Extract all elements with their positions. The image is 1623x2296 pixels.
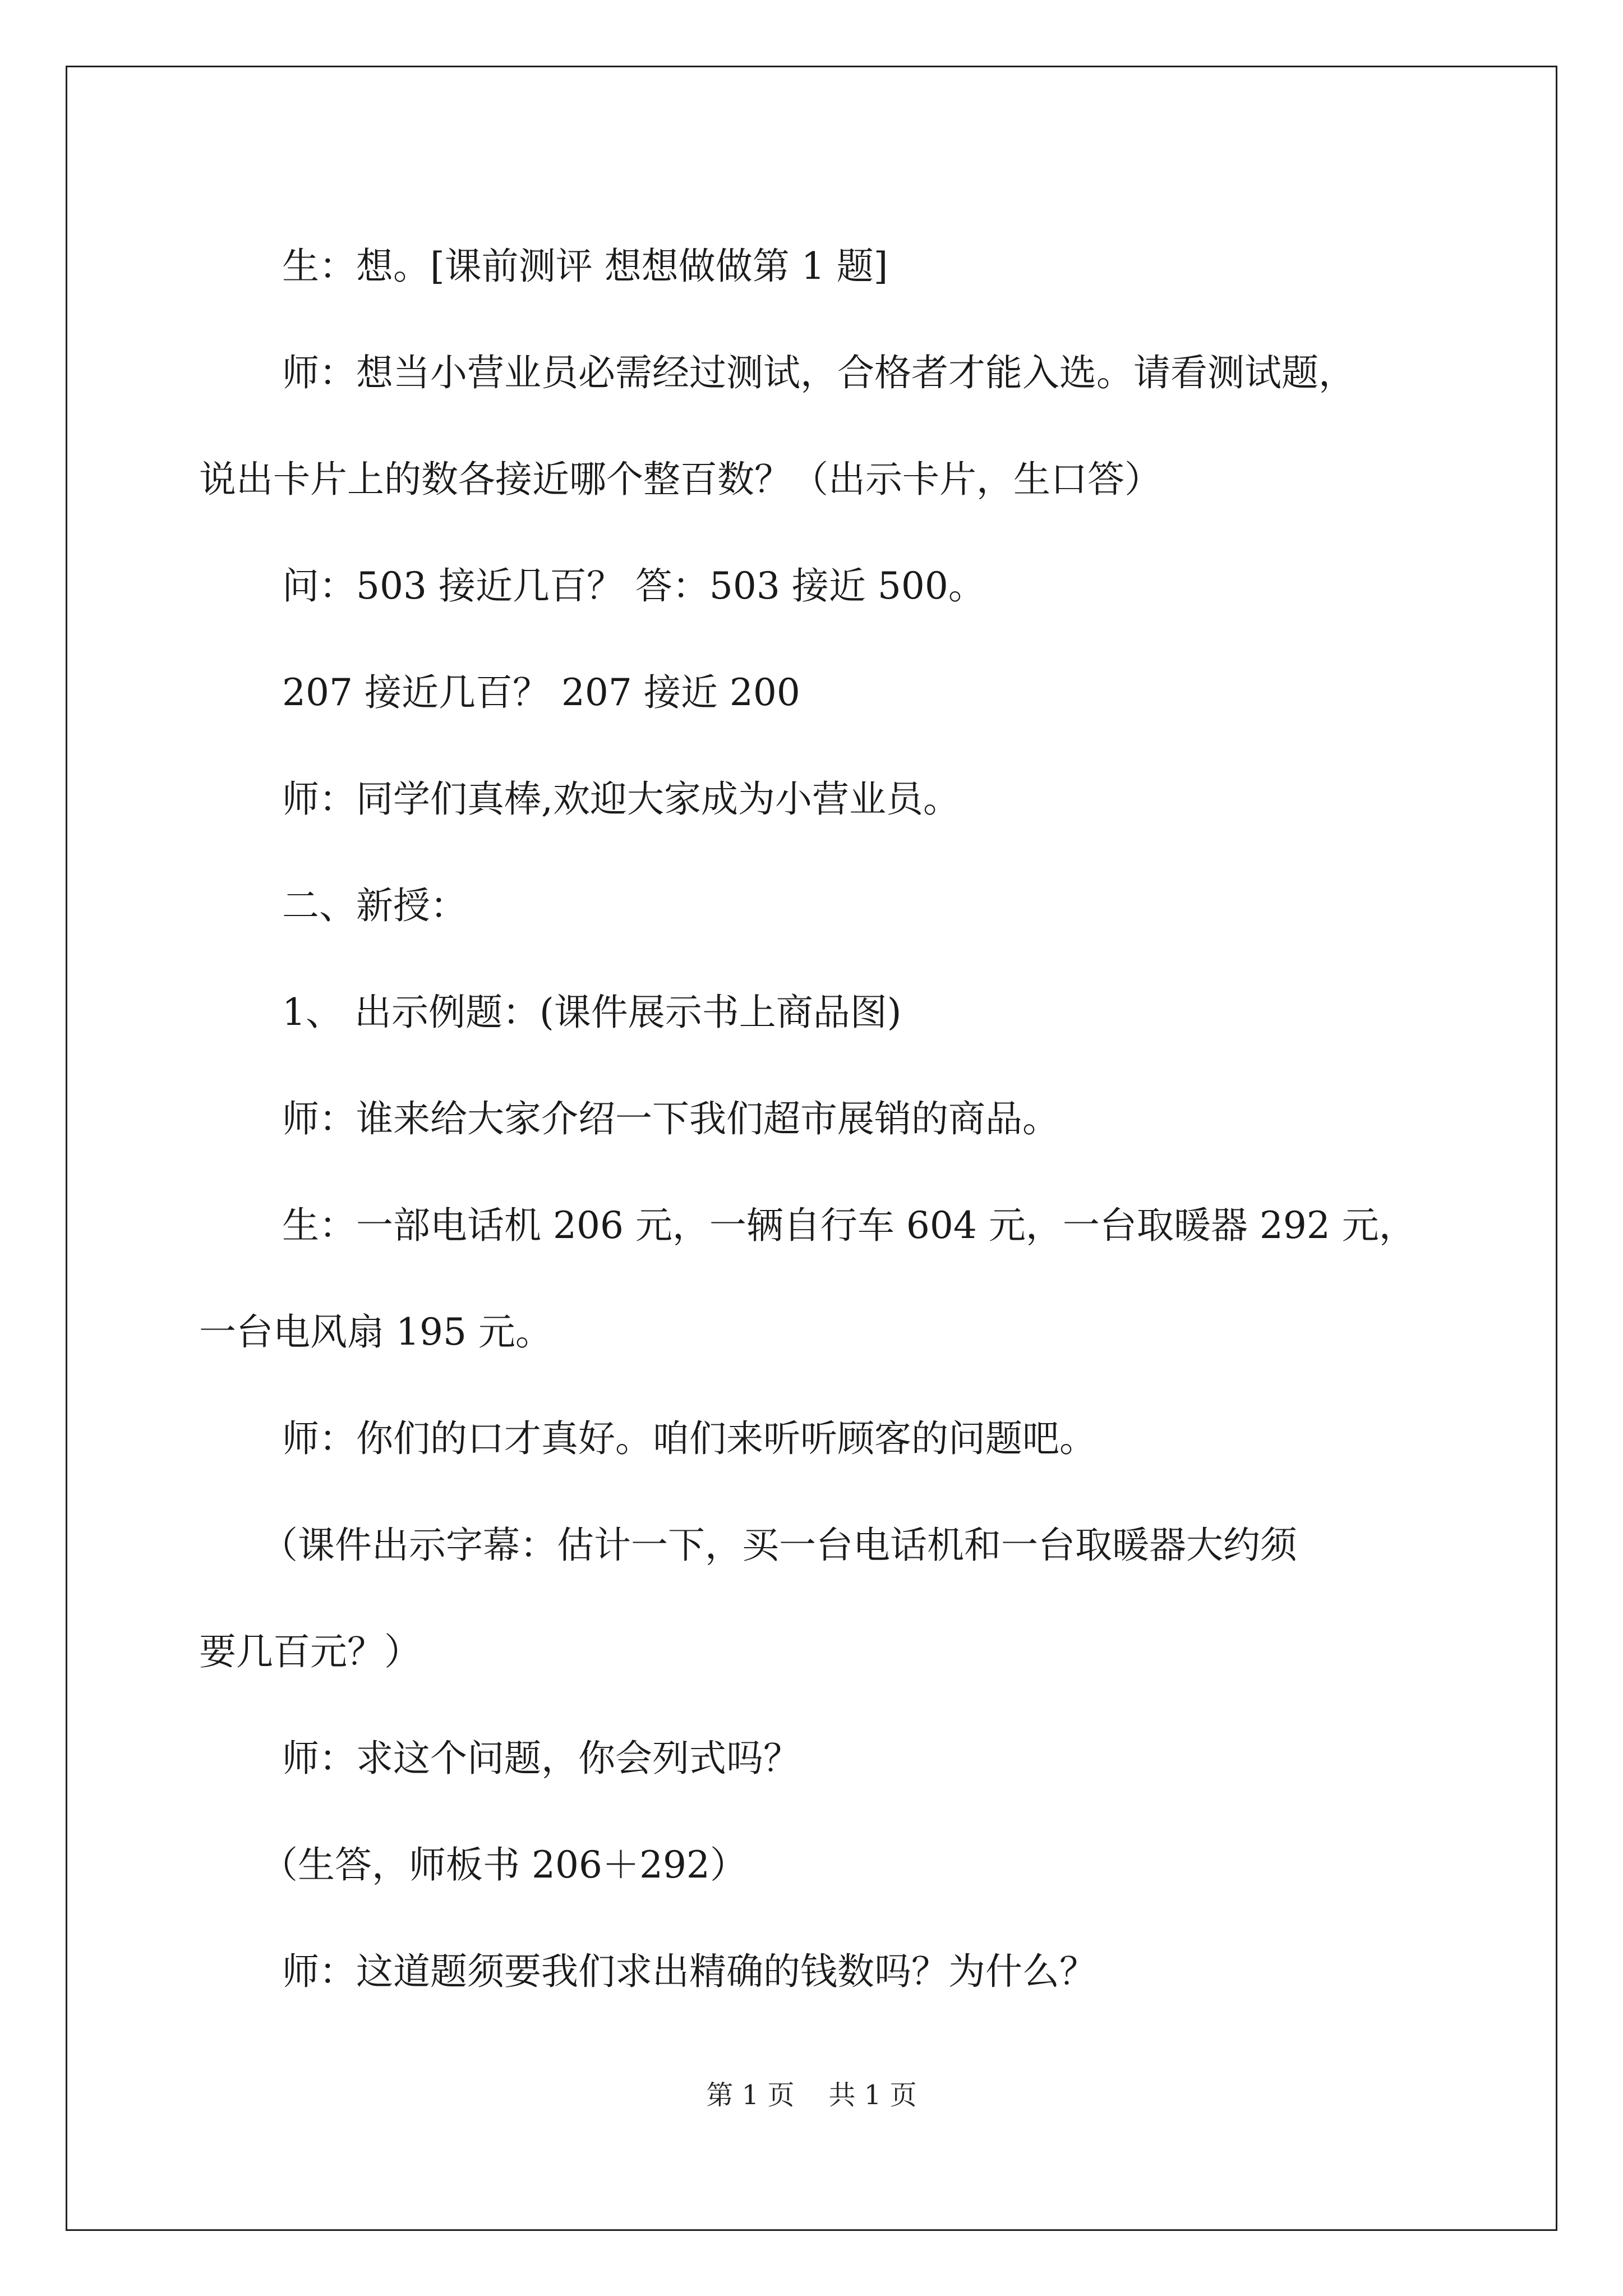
paragraph-line: 二、新授： [282, 884, 467, 927]
paragraph [199, 533, 1489, 639]
paragraph [199, 213, 1489, 320]
paragraph-line: 师：想当小营业员必需经过测试，合格者才能入选。请看测试题， [282, 351, 1355, 394]
paragraph [199, 1918, 1489, 2025]
page-total: 共 1 页 [828, 2079, 917, 2111]
paragraph-line: 一台电风扇 195 元。 [199, 1310, 552, 1354]
paragraph-line: （生答，师板书 206＋292） [261, 1843, 747, 1887]
section-heading [199, 853, 1489, 959]
paragraph-line: 师：谁来给大家介绍一下我们超市展销的商品。 [282, 1097, 1059, 1140]
paragraph-line: 说出卡片上的数各接近哪个整百数？（出示卡片，生口答） [199, 458, 1161, 501]
paragraph-line: 师：求这个问题，你会列式吗？ [282, 1737, 800, 1780]
paragraph-line: 师：同学们真棒,欢迎大家成为小营业员。 [282, 777, 960, 821]
paragraph [199, 746, 1489, 853]
paragraph-line: 师：这道题须要我们求出精确的钱数吗？为什么？ [282, 1950, 1096, 1993]
paragraph-line: 问：503 接近几百？ 答：503 接近 500。 [282, 564, 985, 608]
paragraph-line: 生：一部电话机 206 元，一辆自行车 604 元，一台取暖器 292 元， [282, 1204, 1416, 1247]
paragraph-line: （课件出示字幕：估计一下，买一台电话机和一台取暖器大约须 [261, 1524, 1297, 1567]
paragraph-line: 1、 出示例题：(课件展示书上商品图) [282, 991, 902, 1034]
page-footer [0, 2078, 1623, 2112]
page-number: 第 1 页 [706, 2079, 795, 2111]
paragraph-line: 207 接近几百？ 207 接近 200 [282, 671, 800, 714]
paragraph [199, 1492, 1489, 1705]
paragraph [199, 639, 1489, 746]
paragraph-line: 要几百元？） [199, 1630, 421, 1673]
paragraph [199, 1705, 1489, 1812]
paragraph-line: 生：想。[课前测评 想想做做第 1 题] [282, 245, 888, 288]
paragraph [199, 1172, 1489, 1386]
paragraph [199, 320, 1489, 533]
paragraph-line: 师：你们的口才真好。咱们来听听顾客的问题吧。 [282, 1417, 1096, 1460]
paragraph [199, 1812, 1489, 1918]
paragraph [199, 1066, 1489, 1172]
paragraph [199, 959, 1489, 1066]
footer-gap [794, 2079, 828, 2111]
document-body [199, 213, 1489, 2025]
paragraph [199, 1386, 1489, 1492]
